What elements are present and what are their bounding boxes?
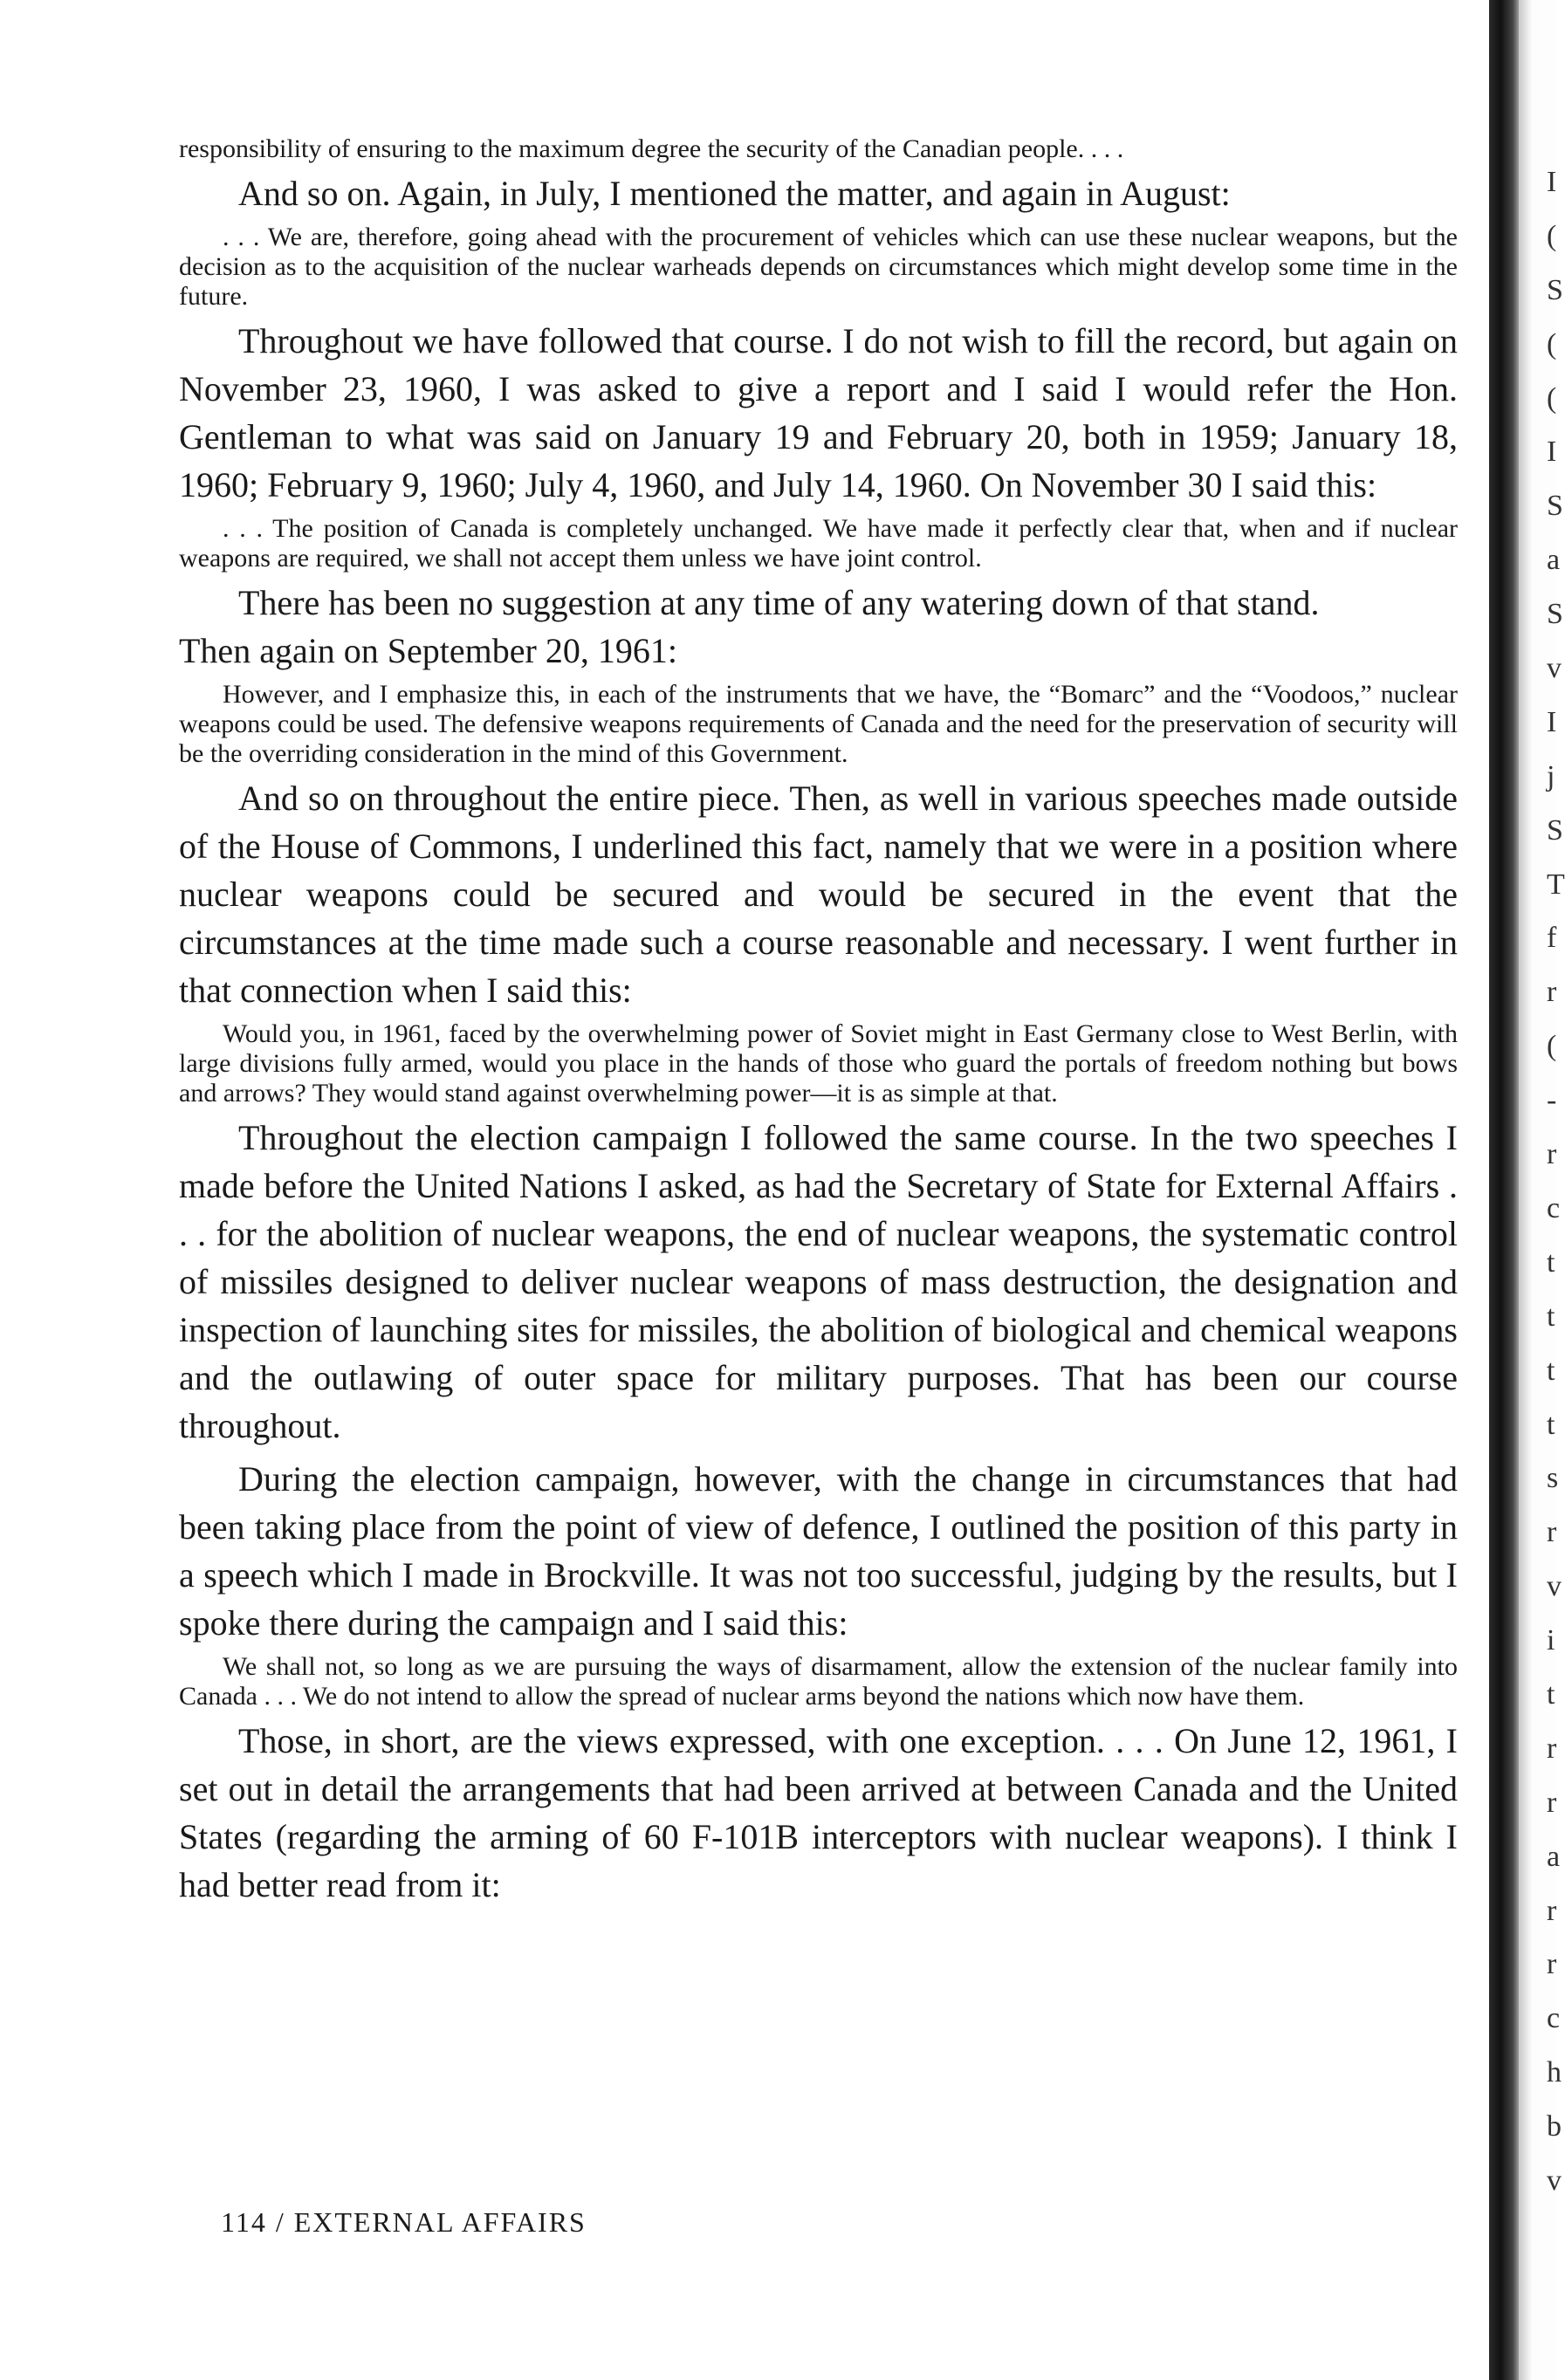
quote-block: However, and I emphasize this, in each of the instruments that we have, the “Bomarc” and the “Voodoos,” nuclear weapons could be used. The defensive weapons requirements of Canada and the need for the preservation of security will be the overriding consideration in the mind of this Government. [179,680,1458,768]
facing-page-char: t [1547,1409,1555,1441]
facing-page-char: S [1547,274,1563,306]
facing-page-char: h [1547,2056,1562,2089]
facing-page-char: j [1547,760,1555,792]
page-footer-folio: 114 / EXTERNAL AFFAIRS [221,2206,587,2238]
paragraph: Then again on September 20, 1961: [179,631,677,670]
facing-page-char: - [1547,1084,1557,1116]
paragraph: And so on throughout the entire piece. Then, as well in various speeches made outside of the House of Commons, I underlined this fact, namely that we were in a position where nuclear weapons could be secured and would be secured in the event that the circumstances at the time made such a course reasonable and necessary. I went further in that connection when I said this: [179,778,1458,1010]
facing-page-char: S [1547,598,1563,630]
facing-page-char: S [1547,490,1563,522]
facing-page-char: b [1547,2110,1562,2143]
facing-page-char: c [1547,2002,1561,2034]
facing-page-char: I [1547,706,1557,738]
facing-page-char: I [1547,166,1557,198]
facing-page-char: i [1547,1624,1555,1656]
facing-page-char: v [1547,652,1562,684]
facing-page-char: ( [1547,328,1557,360]
facing-page-char: r [1547,976,1557,1008]
body-text [179,129,1458,1909]
facing-page-char: s [1547,1462,1559,1494]
quote-block: We shall not, so long as we are pursuing the ways of disarmament, allow the extension of the nuclear family into Canada . . . We do not intend to allow the spread of nuclear arms beyond the nations which now have them. [179,1652,1458,1711]
facing-page-char: r [1547,1895,1557,1927]
facing-page-char: t [1547,1246,1555,1279]
facing-page-char: a [1547,544,1561,576]
paragraph: During the election campaign, however, with the change in circumstances that had been taking place from the point of view of defence, I outlined the position of this party in a speech which I made in Brockville. It was not too successful, judging by the results, but I spoke there during the campaign and I said this: [179,1459,1458,1643]
paragraph: There has been no suggestion at any time of any watering down of that stand. [238,583,1320,622]
paragraph: Those, in short, are the views expressed, with one exception. . . . On June 12, 1961, I set out in detail the arrangements that had been arrived at between Canada and the United States (regarding the arming of 60 F-101B interceptors with nuclear weapons). I think I had better read from it: [179,1721,1458,1904]
paragraph: Throughout the election campaign I followed the same course. In the two speeches I made before the United Nations I asked, as had the Secretary of State for External Affairs . . . for the abolition of nuclear weapons, the end of nuclear weapons, the systematic control of missiles designed to deliver nuclear weapons of mass destruction, the designation and inspection of launching sites for missiles, the abolition of biological and chemical weapons and the outlawing of outer space for military purposes. That has been our course throughout. [179,1118,1458,1445]
facing-page-char: ( [1547,220,1557,252]
paragraph: Throughout we have followed that course. I do not wish to fill the record, but again on November 23, 1960, I was asked to give a report and I said I would refer the Hon. Gentleman to what was said on January 19 and February 20, both in 1959; January 18, 1960; February 9, 1960; July 4, 1960, and July 14, 1960. On November 30 I said this: [179,321,1458,504]
quote-block: Would you, in 1961, faced by the overwhelming power of Soviet might in East Germany close to West Berlin, with large divisions fully armed, would you place in the hands of those who guard the portals of freedom nothing but bows and arrows? They would stand against overwhelming power—it is as simple at that. [179,1019,1458,1108]
paragraph: And so on. Again, in July, I mentioned the matter, and again in August: [238,174,1231,213]
facing-page-char: t [1547,1678,1555,1711]
facing-page-char: c [1547,1192,1561,1224]
quote-block: . . . The position of Canada is completely unchanged. We have made it perfectly clear that, when and if nuclear weapons are required, we shall not accept them unless we have joint control. [179,514,1458,573]
facing-page-char: I [1547,436,1557,468]
facing-page-char: r [1547,1732,1557,1765]
facing-page-char: t [1547,1355,1555,1387]
facing-page-char: t [1547,1300,1555,1333]
facing-page-char: ( [1547,382,1557,415]
quote-continuation: responsibility of ensuring to the maximum degree the security of the Canadian people. . . . [179,134,1124,163]
facing-page-char: r [1547,1138,1557,1170]
facing-page-char: r [1547,1948,1557,1980]
facing-page-char: v [1547,1570,1562,1602]
facing-page-char: f [1547,922,1557,954]
facing-page-char: S [1547,814,1563,847]
facing-page-char: r [1547,1787,1557,1819]
gutter-shadow [1519,0,1533,2380]
facing-page-char: v [1547,2164,1562,2197]
quote-block: . . . We are, therefore, going ahead with the procurement of vehicles which can use these nuclear weapons, but the decision as to the acquisition of the nuclear warheads depends on circumstances which might develop some time in the future. [179,223,1458,311]
facing-page-char: r [1547,1516,1557,1548]
facing-page-char: T [1547,868,1565,901]
book-binding-gutter [1489,0,1519,2380]
facing-page-char: a [1547,1841,1561,1873]
facing-page-char: ( [1547,1030,1557,1062]
